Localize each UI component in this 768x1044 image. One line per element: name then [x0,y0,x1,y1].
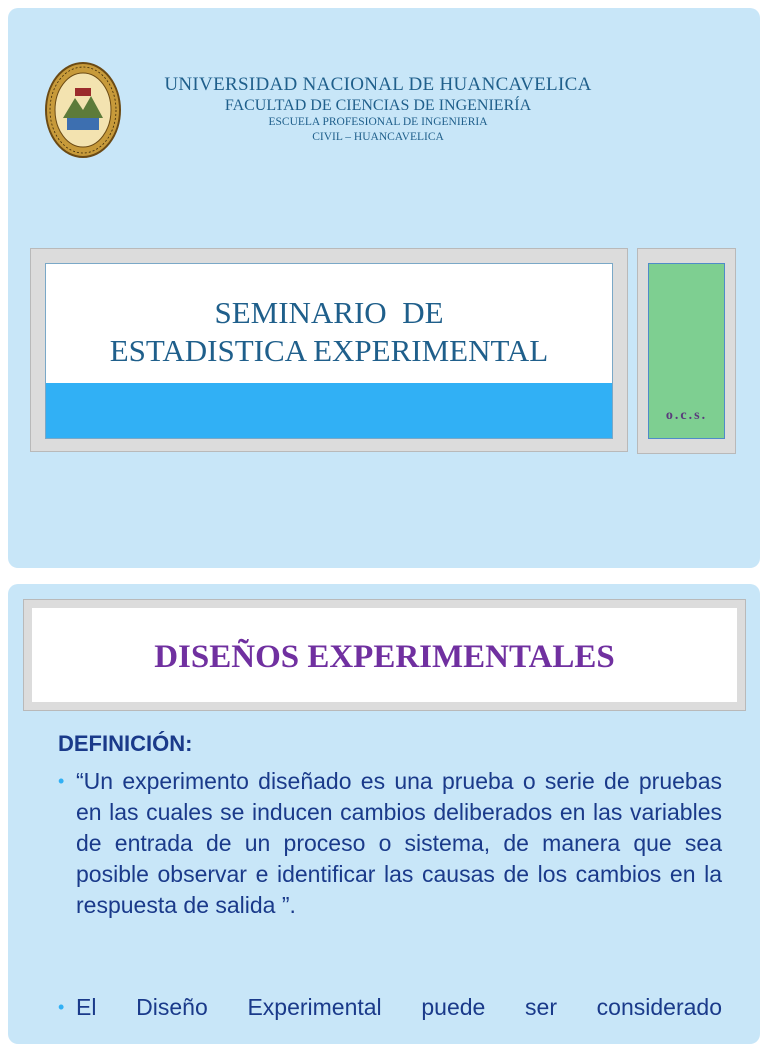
title-accent-bar [46,383,612,438]
side-box [648,263,725,439]
title-box [45,263,613,439]
slide-definition [8,584,760,1044]
faculty-name: FACULTAD DE CIENCIAS DE INGENIERÍA [224,97,532,114]
presentation-title [46,294,612,370]
school-line-1: ESCUELA PROFESIONAL DE INGENIERIA [268,116,488,128]
title-line-1: SEMINARIO DE [214,295,444,330]
bullet-text: “Un experimento diseñado es una prueba o serie de pruebas en las cuales se inducen cambios deliberados en las variables de entrada de un proceso o sistema, de manera que sea posible observar e identificar las causas de los cambios en la respuesta de salida ”. [76,768,722,918]
title-line-2: ESTADISTICA EXPERIMENTAL [109,333,549,368]
bullet-text: El Diseño Experimental puede ser considerado [76,994,722,1020]
author-initials: o.c.s. [665,408,708,423]
heading-frame [23,599,746,711]
slide-title [8,8,760,568]
list-item [58,992,722,1023]
school-line-2: CIVIL – HUANCAVELICA [312,131,444,143]
university-seal-icon [45,60,121,160]
bullet-icon: • [58,771,65,791]
side-frame [637,248,736,454]
definition-label: DEFINICIÓN: [58,731,193,756]
heading-box [32,608,737,702]
slide-heading: DISEÑOS EXPERIMENTALES [154,639,615,675]
university-name: UNIVERSIDAD NACIONAL DE HUANCAVELICA [164,74,592,95]
title-frame [30,248,628,452]
university-header [128,74,628,145]
list-item [58,766,722,921]
bullet-icon: • [58,997,65,1017]
